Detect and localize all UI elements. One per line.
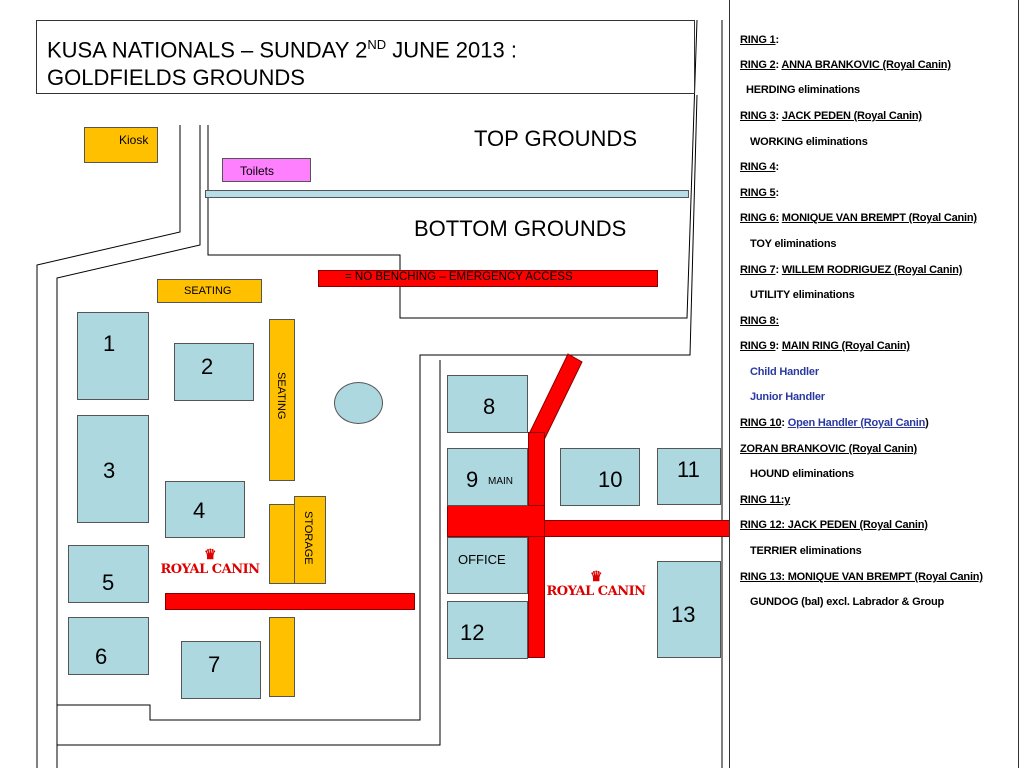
legend-ring-7-judge: WILLEM RODRIGUEZ (Royal Canin) [781, 264, 963, 276]
storage-left-block [269, 504, 295, 584]
ring-legend-panel [729, 0, 1019, 768]
legend-ring-2-sep: : [775, 59, 782, 71]
ring-7-number: 7 [208, 652, 221, 677]
legend-ring-4-colon: : [775, 161, 779, 173]
ring-13-number: 13 [671, 602, 696, 627]
title-box [36, 20, 695, 94]
round-feature [334, 382, 383, 424]
seating-bottom [269, 617, 295, 697]
legend-ring-12 [740, 519, 928, 531]
ring-4-number: 4 [193, 498, 206, 523]
legend-ring-3-sep: : [775, 110, 782, 122]
legend-ring-3 [740, 110, 922, 122]
ring-5 [68, 545, 149, 603]
emergency-access-central-vertical [528, 432, 545, 658]
legend-ring-13-label: RING 13: MONIQUE VAN BREMPT (Royal Canin) [740, 571, 983, 583]
legend-ring-10-group: HOUND eliminations [750, 468, 854, 480]
ring-1 [77, 312, 149, 400]
legend-ring-4-label: RING 4 [740, 161, 776, 173]
title-line2: GOLDFIELDS GROUNDS [47, 65, 305, 91]
legend-ring-6-label: RING 6: [740, 212, 779, 224]
legend-ring-9-sep: : [775, 340, 782, 352]
legend-ring-10-judge [740, 443, 917, 455]
ring-6-number: 6 [95, 644, 108, 669]
legend-ring-5 [740, 187, 779, 199]
emergency-access-diagonal [520, 350, 590, 445]
walkway-strip [205, 190, 689, 198]
no-benching-label: = NO BENCHING – EMERGENCY ACCESS [345, 271, 573, 283]
office-label: OFFICE [458, 552, 506, 567]
legend-ring-7-label: RING 7 [740, 264, 776, 276]
royal-canin-logo-text-left: ROYAL CANIN [160, 562, 260, 577]
legend-ring-9-judge: MAIN RING (Royal Canin) [781, 340, 910, 352]
legend-ring-2-judge: ANNA BRANKOVIC (Royal Canin) [781, 59, 951, 71]
kiosk-label: Kiosk [119, 133, 149, 147]
ring-6 [68, 617, 149, 675]
ring-4 [165, 481, 245, 538]
toilets-label: Toilets [240, 164, 275, 178]
legend-ring-4 [740, 161, 779, 173]
ring-8 [447, 375, 528, 433]
ring-8-number: 8 [483, 394, 496, 419]
storage-label: STORAGE [302, 511, 314, 565]
legend-ring-3-judge: JACK PEDEN (Royal Canin) [781, 110, 922, 122]
title-line1-post: JUNE 2013 : [386, 37, 517, 63]
page-title [47, 31, 517, 92]
title-line1-pre: KUSA NATIONALS – SUNDAY 2 [47, 37, 368, 63]
storage [294, 496, 326, 584]
ring-9 [447, 448, 528, 506]
emergency-access-cross-left [447, 505, 545, 537]
legend-ring-12-label: RING 12: JACK PEDEN (Royal Canin) [740, 519, 928, 531]
ring-2 [174, 343, 254, 401]
ring-3 [77, 415, 149, 523]
legend-ring-10-label: RING 10 [740, 417, 782, 429]
top-grounds-label: TOP GROUNDS [474, 126, 637, 151]
legend-ring-5-label: RING 5 [740, 187, 776, 199]
legend-ring-3-group: WORKING eliminations [750, 136, 868, 148]
ring-1-number: 1 [103, 331, 116, 356]
legend-ring-9 [740, 340, 910, 352]
legend-ring-6-group: TOY eliminations [750, 238, 837, 250]
ring-5-number: 5 [102, 570, 115, 595]
toilets [222, 158, 311, 182]
legend-ring-7-sep: : [775, 264, 782, 276]
legend-ring-9-junior: Junior Handler [750, 391, 825, 403]
legend-ring-13-group: GUNDOG (bal) excl. Labrador & Group [750, 596, 945, 608]
crown-icon: ♛ [589, 569, 603, 585]
seating-top [157, 279, 262, 303]
legend-ring-12-group: TERRIER eliminations [750, 545, 862, 557]
emergency-access-lower-left [165, 593, 415, 610]
ring-11 [657, 448, 721, 505]
royal-canin-logo-left [160, 548, 260, 577]
legend-ring-8 [740, 315, 779, 327]
ring-13 [657, 561, 721, 658]
legend-ring-1 [740, 34, 779, 46]
legend-ring-2-group: HERDING eliminations [746, 84, 860, 96]
legend-ring-11-label: RING 11:y [740, 494, 791, 506]
legend-ring-10-open: Open Handler (Royal Canin [787, 417, 926, 429]
legend-ring-11 [740, 494, 790, 506]
crown-icon: ♛ [203, 547, 217, 563]
legend-ring-1-colon: : [775, 34, 779, 46]
ring-12 [447, 601, 528, 659]
ring-9-number: 9 [466, 467, 479, 492]
legend-ring-5-colon: : [775, 187, 779, 199]
ring-10 [560, 448, 640, 506]
legend-ring-6 [740, 212, 977, 224]
bottom-grounds-label: BOTTOM GROUNDS [414, 216, 627, 241]
seating-top-label: SEATING [184, 285, 232, 297]
legend-ring-6-judge: MONIQUE VAN BREMPT (Royal Canin) [781, 212, 977, 224]
seating-vertical [269, 319, 295, 481]
legend-ring-3-label: RING 3 [740, 110, 776, 122]
legend-ring-2 [740, 59, 951, 71]
emergency-access-cross-right [544, 520, 730, 537]
legend-ring-9-label: RING 9 [740, 340, 776, 352]
ring-7 [181, 641, 261, 699]
legend-ring-10 [740, 417, 929, 429]
ring-12-number: 12 [460, 620, 485, 645]
ring-10-number: 10 [598, 467, 623, 492]
kiosk [84, 127, 158, 163]
ring-3-number: 3 [103, 458, 116, 483]
legend-ring-13 [740, 571, 983, 583]
office [447, 537, 528, 594]
ring-2-number: 2 [201, 354, 214, 379]
seating-vertical-label: SEATING [275, 372, 287, 420]
no-benching-bar [318, 270, 658, 287]
title-line1-sup: ND [367, 37, 387, 52]
royal-canin-logo-text-right: ROYAL CANIN [546, 584, 646, 599]
legend-ring-1-label: RING 1 [740, 34, 776, 46]
legend-ring-10-sep: : [781, 417, 788, 429]
ring-11-number: 11 [677, 457, 700, 482]
legend-ring-7-group: UTILITY eliminations [750, 289, 855, 301]
legend-ring-10-judge-text: ZORAN BRANKOVIC (Royal Canin) [740, 443, 917, 455]
royal-canin-logo-right [546, 570, 646, 599]
legend-ring-8-label: RING 8: [740, 315, 779, 327]
legend-ring-7 [740, 264, 962, 276]
legend-ring-9-child: Child Handler [750, 366, 819, 378]
legend-ring-10-close: ) [925, 417, 929, 429]
ring-9-sub: MAIN [488, 476, 513, 487]
legend-ring-2-label: RING 2 [740, 59, 776, 71]
